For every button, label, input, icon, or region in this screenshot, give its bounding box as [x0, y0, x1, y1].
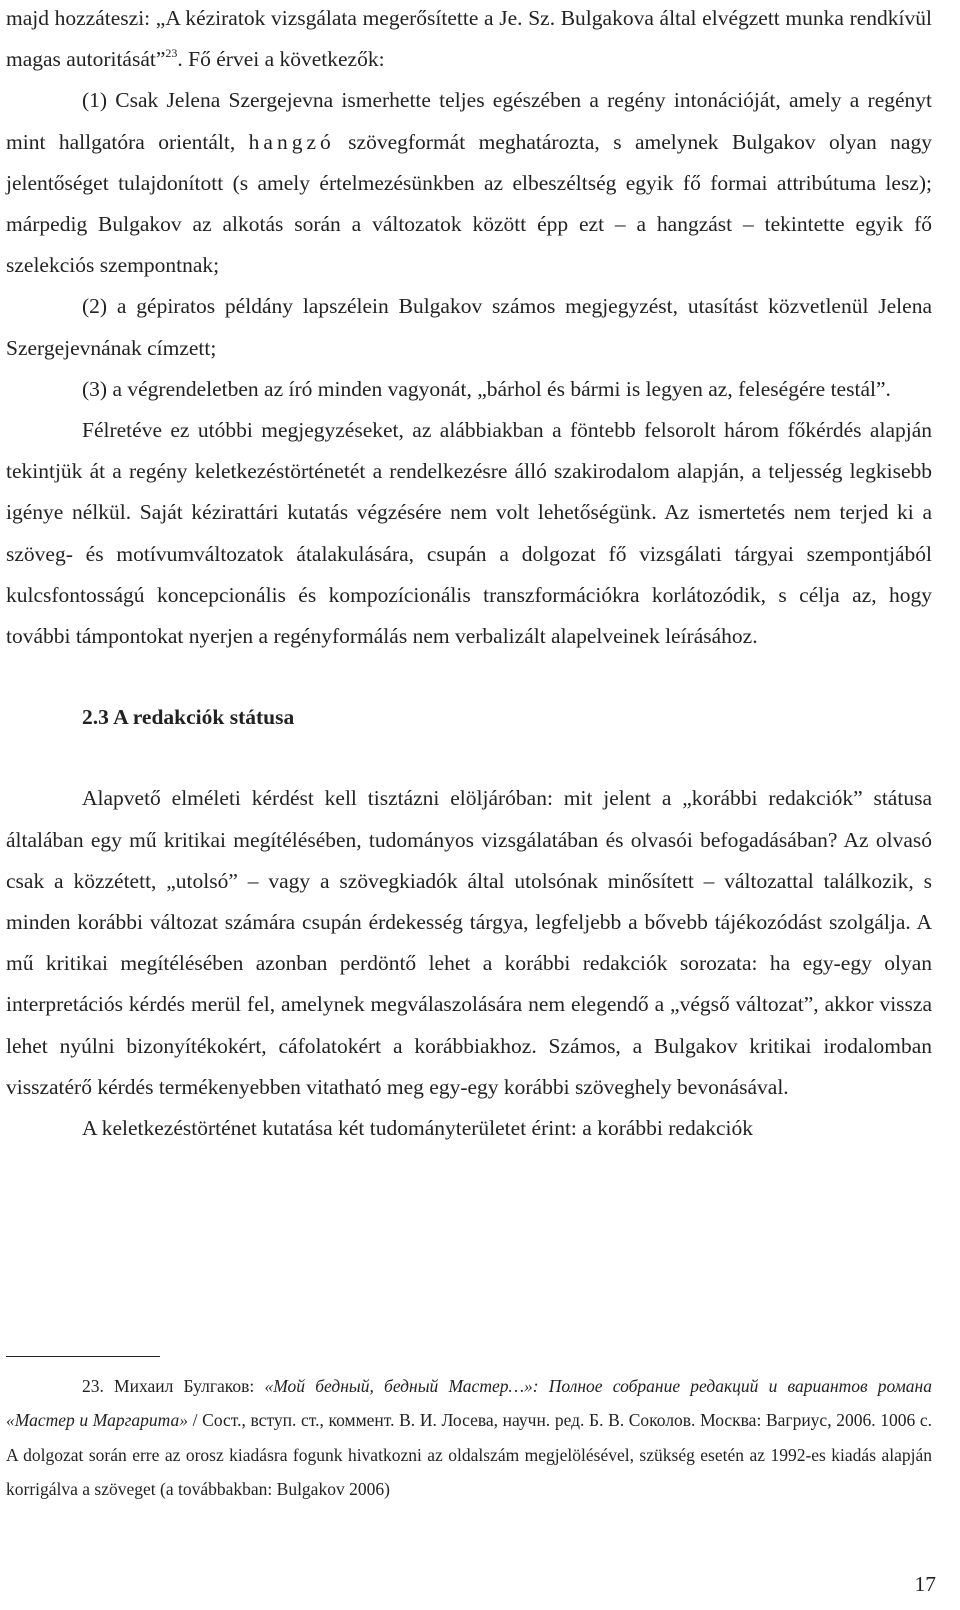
paragraph-text: (1) Csak Jelena Szergejevna ismerhette teljes egészében a regény intonációját, amely a regényt mint hallgatóra orientált,	[6, 88, 932, 154]
spacer	[6, 657, 932, 697]
footnote-text: / Сост., вступ. ст., коммент. В. И. Лосева, научн. ред. Б. В. Соколов. Москва: Вагриус, 2006. 1006 с. A dolgozat során erre az orosz kiadásra fogunk hivatkozni az oldalszám megjelölésével, szükség esetén az 1992-es kiadás alapján korrigálva a szöveget (a továbbakban: Bulgakov 2006)	[6, 1410, 932, 1500]
footnote-ref-23[interactable]: 23	[165, 46, 178, 61]
paragraph-text: ;	[213, 253, 220, 278]
paragraph-text: majd hozzáteszi: „A kéziratok vizsgálata megerősítette a Je. Sz. Bulgakova által elvégzett munka rendkívül magas autoritását”	[6, 6, 932, 72]
footnote-number: 23.	[82, 1376, 104, 1396]
paragraph-point-2: (2) a gépiratos példány lapszélein Bulgakov számos megjegyzést, utasítást közvetlenül Jelena Szergejevnának címzett;	[6, 294, 932, 360]
footnote-separator	[6, 1356, 160, 1357]
footnote-title: «Мой бедный, бедный Мастер…»: Полное собрание редакций и вариантов романа «Мастер и Маргарита»	[6, 1376, 932, 1431]
footnote-author: Михаил Булгаков:	[103, 1376, 265, 1396]
footnote-23	[6, 1369, 932, 1507]
paragraph-point-1	[6, 80, 932, 286]
paragraph-summary: Félretéve ez utóbbi megjegyzéseket, az alábbiakban a föntebb felsorolt három főkérdés alapján tekintjük át a regény keletkezéstörténetét a rendelkezésre álló szakirodalom alapján, a teljesség legkisebb igénye nélkül. Saját kézirattári kutatás végzésére nem volt lehetőségünk. Az ismertetés nem terjed ki a szöveg- és motívumváltozatok átalakulására, csupán a dolgozat fő vizsgálati tárgyai szempontjából kulcsfontosságú koncepcionális és kompozícionális transzformációkra korlátozódik, s célja az, hogy további támpontokat nyerjen a regényformálás nem verbalizált alapelveinek leírásához.	[6, 418, 932, 649]
paragraph-point-3: (3) a végrendeletben az író minden vagyonát, „bárhol és bármi is legyen az, feleségére testál”.	[82, 376, 891, 401]
spaced-emphasis: hangzó	[248, 129, 335, 154]
spacer	[6, 738, 932, 778]
section-heading: 2.3 A redakciók státusa	[82, 705, 295, 730]
paragraph-redactions-status: Alapvető elméleti kérdést kell tisztázni elöljáróban: mit jelent a „korábbi redakciók” státusa általában egy mű kritikai megítélésében, tudományos vizsgálatában és olvasói befogadásában? Az olvasó csak a közzétett, „utolsó” – vagy a szövegkiadók által utolsónak minősített – változattal találkozik, s minden korábbi változat számára csupán érdekesség tárgya, legfeljebb a bővebb tájékozódást szolgálja. A mű kritikai megítélésében azonban perdöntő lehet a korábbi redakciók sorozata: ha egy-egy olyan interpretációs kérdés merül fel, amelynek megválaszolására nem elegendő a „végső változat”, akkor vissza lehet nyúlni bizonyítékokért, cáfolatokért a korábbiakhoz. Számos, a Bulgakov kritikai irodalomban visszatérő kérdés termékenyebben vitatható meg egy-egy korábbi szöveghely bevonásával.	[6, 786, 932, 1099]
paragraph-text: szövegformát meghatározta, s amelynek Bulgakov olyan nagy jelentőséget tulajdonított (s amely értelmezésünkben az elbeszéltség egyik fő formai attribútuma lesz); márpedig Bulgakov az alkotás során a változatok között épp ezt – a hangzást – tekintette egyik fő szelekciós szempontnak	[6, 129, 932, 278]
page-number: 17	[914, 1572, 936, 1596]
paragraph-genesis-research: A keletkezéstörténet kutatása két tudományterületet érint: a korábbi redakciók	[82, 1116, 754, 1141]
paragraph-text: . Fő érvei a következők:	[177, 47, 385, 72]
document-page	[6, 0, 932, 1500]
paragraph-quote-intro	[6, 0, 932, 80]
